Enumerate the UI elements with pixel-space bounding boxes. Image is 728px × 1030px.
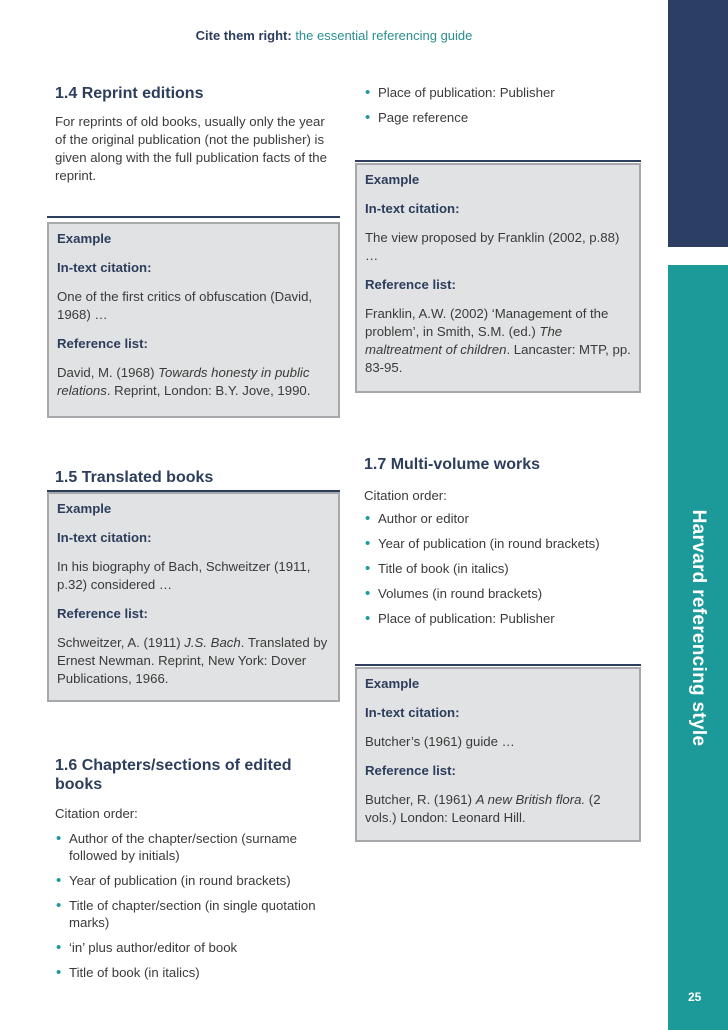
section-1-6-continued: [364, 84, 654, 134]
section-body: For reprints of old books, usually only the year of the original publication (not the publisher) is given along with the full publication facts of the reprint.: [55, 114, 327, 183]
example-box-1-5: [47, 492, 340, 702]
list-item: • Author or editor: [365, 510, 469, 527]
intext-label: In-text citation:: [365, 201, 460, 216]
reference-label: Reference list:: [57, 606, 148, 621]
list-item: • Title of chapter/section (in single quotation marks): [56, 897, 316, 930]
list-item: • Year of publication (in round brackets): [56, 872, 291, 889]
example-box-rule: [355, 664, 641, 666]
intext-citation: One of the first critics of obfuscation (David, 1968) …: [57, 289, 313, 322]
example-box-rule: [355, 160, 641, 162]
running-head: [0, 28, 668, 43]
intext-citation: In his biography of Bach, Schweitzer (1911, p.32) considered …: [57, 559, 311, 592]
list-item: • Year of publication (in round brackets): [365, 535, 600, 552]
intext-label: In-text citation:: [57, 260, 152, 275]
citation-order-list: [364, 510, 654, 627]
section-1-7: [364, 455, 654, 635]
example-label: Example: [365, 676, 420, 691]
example-box-1-4: [47, 222, 340, 418]
reference-entry: Schweitzer, A. (1911) J.S. Bach. Translated by Ernest Newman. Reprint, New York: Dover Publications, 1966.: [57, 635, 328, 686]
list-item: • Place of publication: Publisher: [365, 84, 555, 101]
example-box-1-6: [355, 163, 641, 393]
reference-entry: Butcher, R. (1961) A new British flora. (2 vols.) London: Leonard Hill.: [365, 792, 601, 825]
reference-entry: Franklin, A.W. (2002) ‘Management of the problem’, in Smith, S.M. (ed.) The maltreatment of children. Lancaster: MTP, pp. 83-95.: [365, 306, 631, 375]
running-head-title: Cite them right:: [195, 28, 292, 43]
citation-order-label: Citation order:: [55, 806, 138, 821]
reference-entry: David, M. (1968) Towards honesty in public relations. Reprint, London: B.Y. Jove, 1990.: [57, 365, 311, 398]
citation-order-list: [364, 84, 654, 126]
section-heading: 1.4 Reprint editions: [55, 85, 204, 102]
example-label: Example: [365, 172, 420, 187]
list-item: • Author of the chapter/section (surname followed by initials): [56, 830, 297, 863]
citation-order-list: [55, 830, 330, 981]
section-1-6: [55, 756, 330, 989]
citation-order-label: Citation order:: [364, 488, 447, 503]
side-band-navy: [668, 0, 728, 247]
list-item: • Title of book (in italics): [365, 560, 509, 577]
section-heading: 1.5 Translated books: [55, 469, 214, 486]
list-item: • Title of book (in italics): [56, 964, 200, 981]
section-heading: 1.6 Chapters/sections of edited books: [55, 757, 292, 793]
side-section-title: Harvard referencing style: [688, 509, 709, 747]
list-item: • Volumes (in round brackets): [365, 585, 543, 602]
list-item: • Page reference: [365, 109, 469, 126]
intext-label: In-text citation:: [365, 705, 460, 720]
page-number: 25: [688, 990, 702, 1004]
section-1-5: [55, 468, 335, 487]
reference-label: Reference list:: [365, 763, 456, 778]
reference-label: Reference list:: [57, 336, 148, 351]
reference-label: Reference list:: [365, 277, 456, 292]
example-label: Example: [57, 501, 112, 516]
list-item: • ‘in’ plus author/editor of book: [56, 939, 238, 956]
list-item: • Place of publication: Publisher: [365, 610, 555, 627]
example-label: Example: [57, 231, 112, 246]
intext-citation: Butcher’s (1961) guide …: [365, 734, 515, 749]
section-1-4: [55, 84, 335, 185]
section-heading: 1.7 Multi-volume works: [364, 456, 541, 473]
running-head-subtitle: the essential referencing guide: [295, 28, 473, 43]
intext-label: In-text citation:: [57, 530, 152, 545]
example-box-1-7: [355, 667, 641, 842]
intext-citation: The view proposed by Franklin (2002, p.88) …: [365, 230, 620, 263]
example-box-rule: [47, 216, 340, 218]
